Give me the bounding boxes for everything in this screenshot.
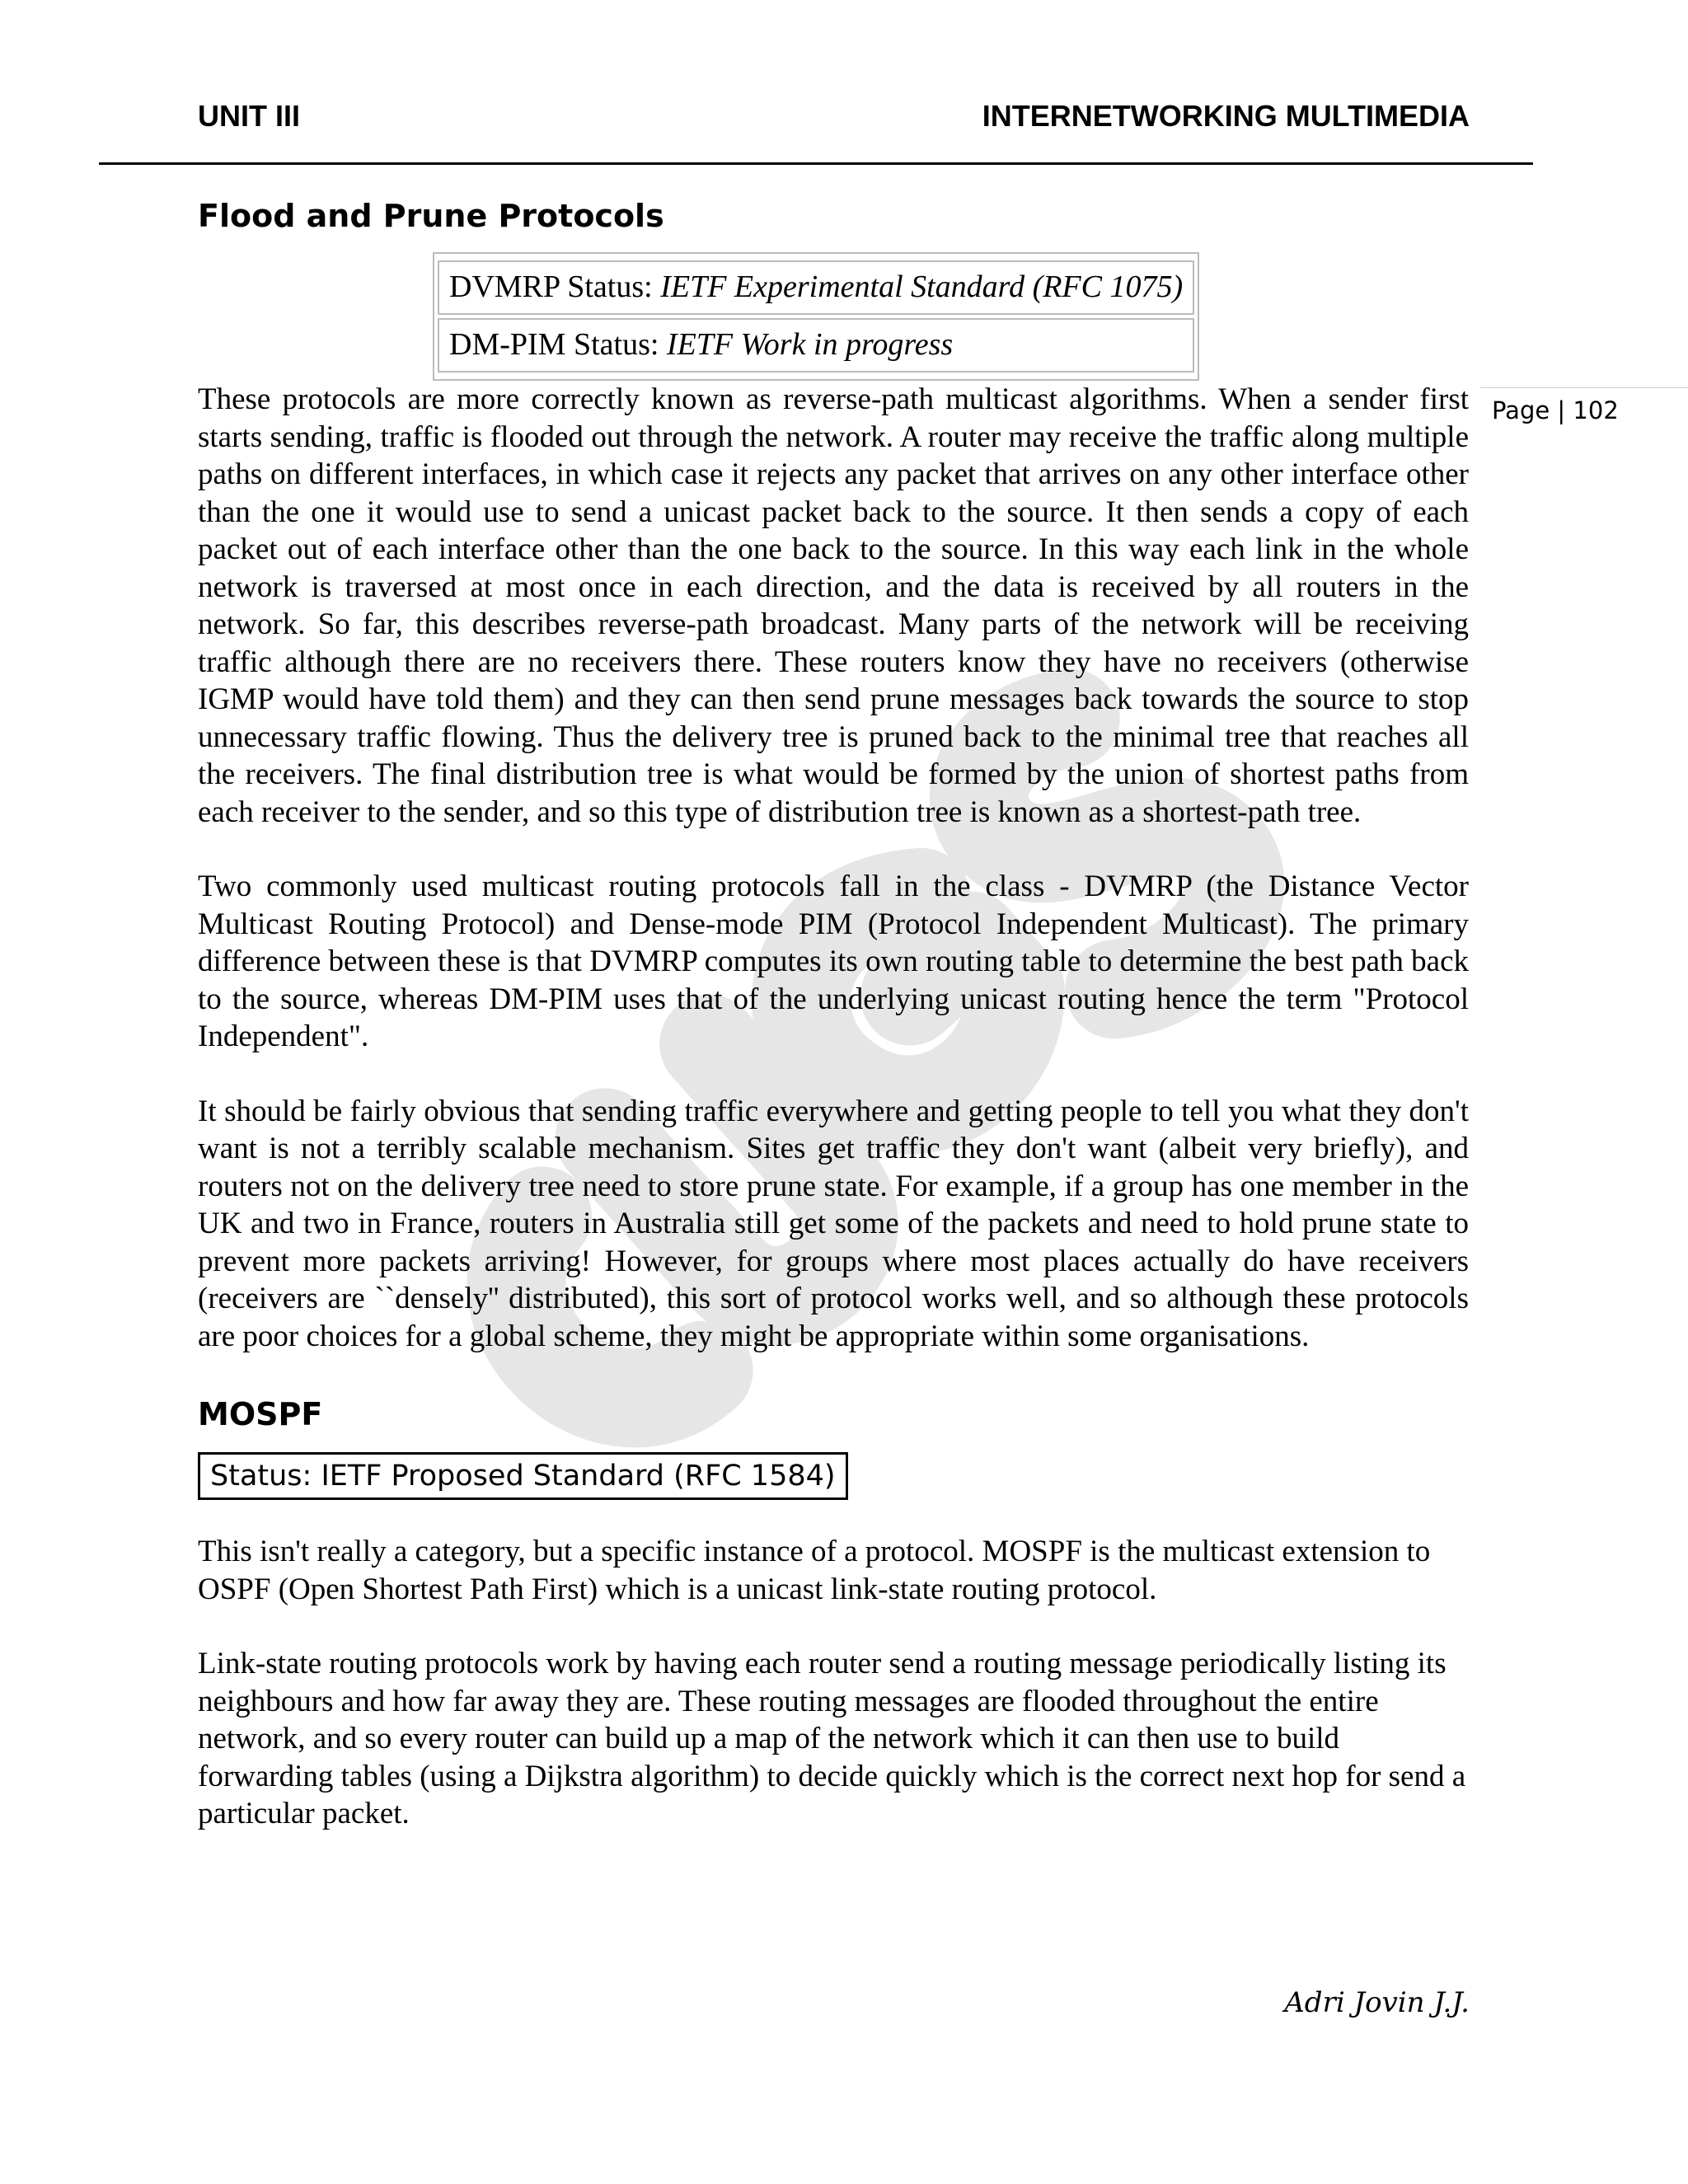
protocol-status-table: [433, 252, 1199, 381]
page-number: Page | 102: [1480, 387, 1688, 424]
status-label: DVMRP Status:: [449, 269, 661, 304]
paragraph: Two commonly used multicast routing protocols fall in the class - DVMRP (the Distance Vector Multicast Routing Protocol) and Dense-mode PIM (Protocol Independent Multicast). The primary difference between these is that DVMRP computes its own routing table to determine the best path back to the source, whereas DM-PIM uses that of the underlying unicast routing hence the term "Protocol Independent".: [198, 869, 1469, 1053]
paragraph: These protocols are more correctly known as reverse-path multicast algorithms. When a sender first starts sending, traffic is flooded out through the network. A router may receive the traffic along multiple paths on different interfaces, in which case it rejects any packet that arrives on any other interface other than the one it would use to send a unicast packet back to the source. It then sends a copy of each packet out of each interface other than the one back to the source. In this way each link in the whole network is traversed at most once in each direction, and the data is received by all routers in the network. So far, this describes reverse-path broadcast. Many parts of the network will be receiving traffic although there are no receivers there. These routers know they have no receivers (otherwise IGMP would have told them) and they can then send prune messages back towards the source to stop unnecessary traffic flowing. Thus the delivery tree is pruned back to the minimal tree that reaches all the receivers. The final distribution tree is what would be formed by the union of shortest paths from each receiver to the sender, and so this type of distribution tree is known as a shortest-path tree.: [198, 382, 1469, 829]
author-signature: Adri Jovin J.J.: [1284, 1986, 1470, 2019]
subject-title: INTERNETWORKING MULTIMEDIA: [982, 99, 1470, 133]
paragraph: This isn't really a category, but a specific instance of a protocol. MOSPF is the multicast extension to OSPF (Open Shortest Path First) which is a unicast link-state routing protocol.: [198, 1535, 1431, 1606]
mospf-status-box: Status: IETF Proposed Standard (RFC 1584): [198, 1452, 848, 1500]
unit-label: UNIT III: [198, 99, 300, 133]
section-title-flood-prune: Flood and Prune Protocols: [198, 198, 664, 234]
page-content: [198, 198, 1469, 1833]
paragraph: Link-state routing protocols work by having each router send a routing message periodically listing its neighbours and how far away they are. These routing messages are flooded throughout the entire network, and so every router can build up a map of the network which it can then use to build forwarding tables (using a Dijkstra algorithm) to decide quickly which is the correct next hop for send a particular packet.: [198, 1647, 1466, 1830]
paragraph: It should be fairly obvious that sending traffic everywhere and getting people to tell you what they don't want is not a terribly scalable mechanism. Sites get traffic they don't want (albeit very briefly), and routers not on the delivery tree need to store prune state. For example, if a group has one member in the UK and two in France, routers in Australia still get some of the packets and need to hold prune state to prevent more packets arriving! However, for groups where most places actually do have receivers (receivers are ``densely'' distributed), this sort of protocol works well, and so although these protocols are poor choices for a global scheme, they might be appropriate within some organisations.: [198, 1094, 1469, 1353]
status-label: DM-PIM Status:: [449, 327, 667, 362]
status-row-dmpim: [438, 318, 1194, 373]
section-title-mospf: MOSPF: [198, 1396, 323, 1432]
page-header: [198, 99, 1470, 134]
status-value: IETF Experimental Standard (RFC 1075): [660, 269, 1184, 304]
status-value: IETF Work in progress: [666, 327, 954, 362]
header-divider: [99, 162, 1533, 165]
status-row-dvmrp: [438, 260, 1194, 315]
